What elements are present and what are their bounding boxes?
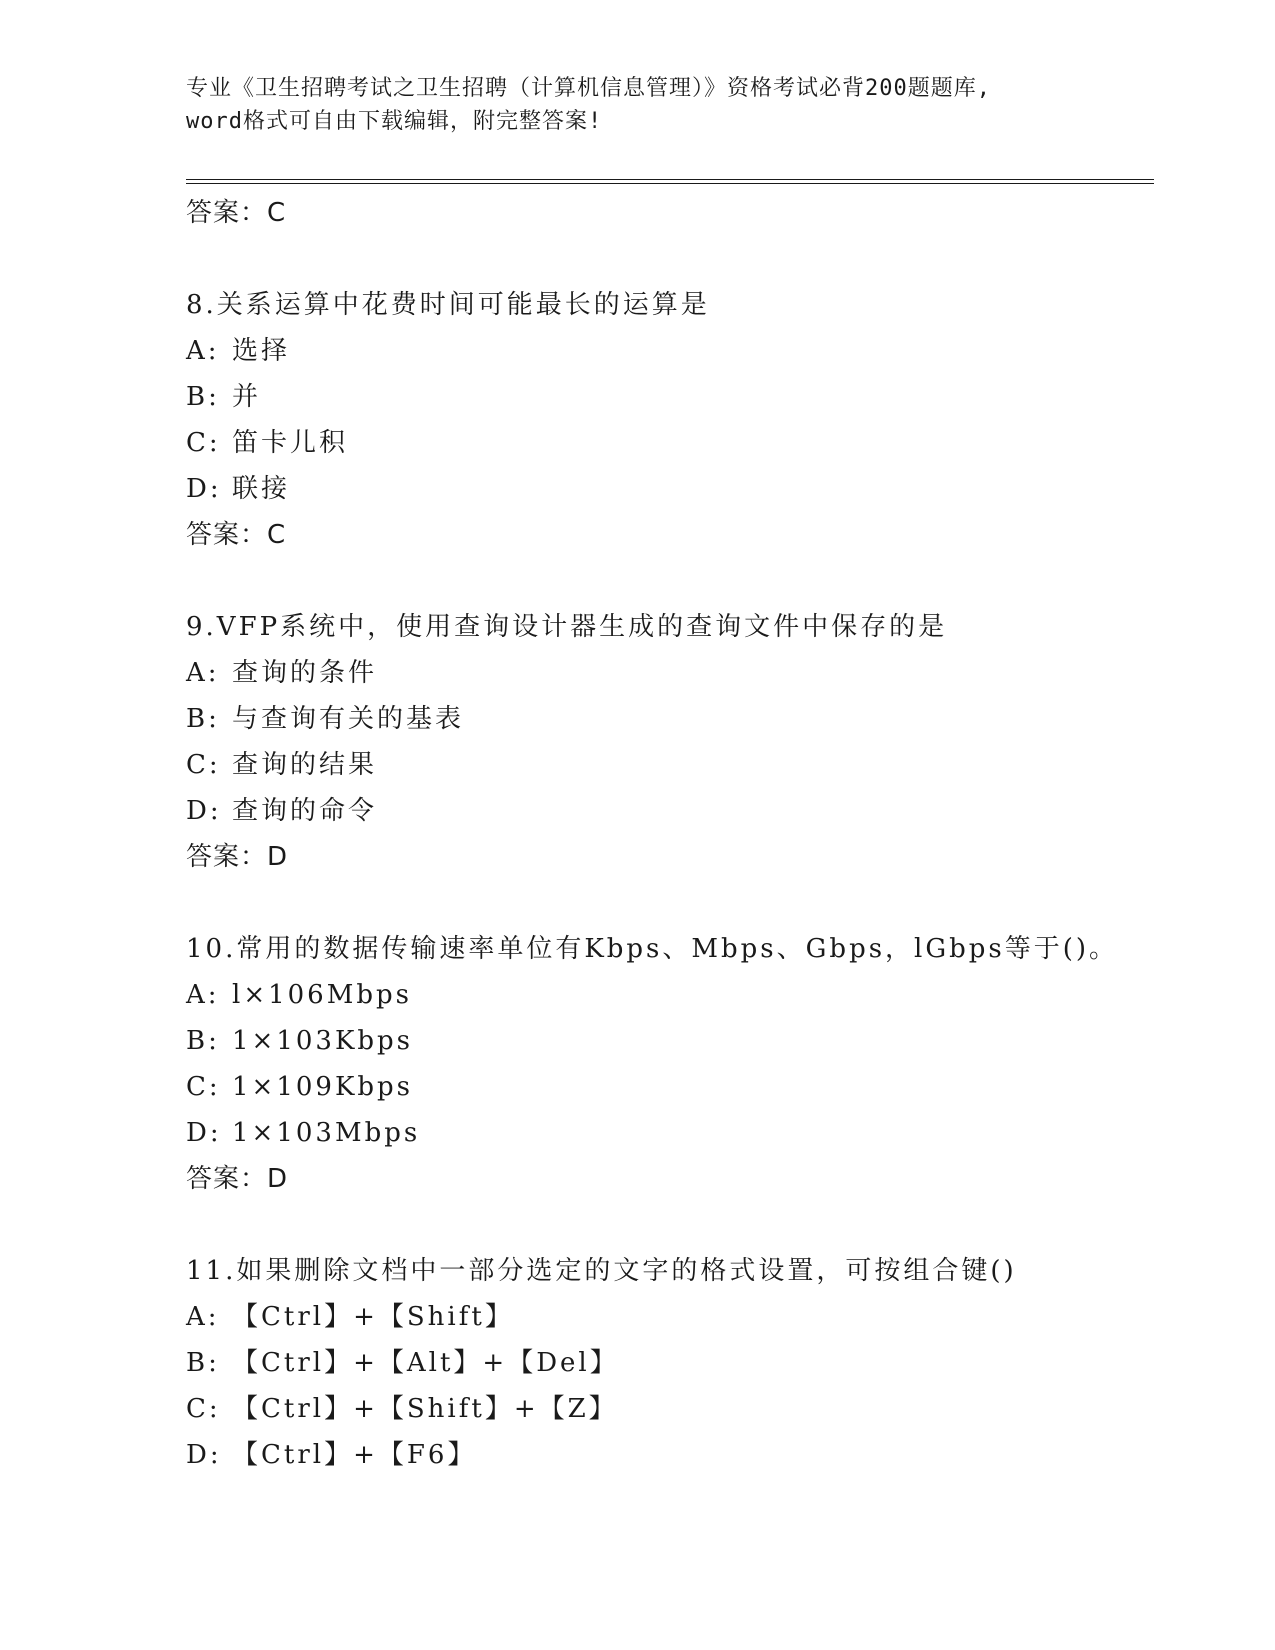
option-text: 查询的命令 [232,796,378,826]
question-title: 11.如果删除文档中一部分选定的文字的格式设置，可按组合键() [186,1256,1017,1286]
option-b [186,696,1166,742]
option-d [186,466,1166,512]
option-letter: A: [186,1302,220,1332]
answer-line: 答案：C [186,520,287,550]
option-letter: C: [186,428,221,458]
option-letter: B: [186,382,220,412]
option-letter: A: [186,980,220,1010]
option-letter: A: [186,336,220,366]
option-letter: A: [186,658,220,688]
option-letter: B: [186,1348,220,1378]
option-text: 选择 [232,336,291,366]
option-text: 【Ctrl】+【Alt】+【Del】 [232,1348,619,1378]
option-a [186,972,1166,1018]
question-8 [186,282,1166,558]
option-d [186,1110,1166,1156]
option-text: 并 [232,382,262,412]
option-b [186,1018,1166,1064]
option-letter: C: [186,750,221,780]
option-c [186,420,1166,466]
option-d [186,1432,1166,1478]
option-text: 笛卡儿积 [232,428,349,458]
document-header [186,72,1086,138]
option-c [186,742,1166,788]
option-text: l×106Mbps [232,980,412,1010]
option-c [186,1064,1166,1110]
option-text: 查询的条件 [232,658,378,688]
option-a [186,1294,1166,1340]
option-letter: C: [186,1072,221,1102]
option-c [186,1386,1166,1432]
question-10 [186,926,1166,1202]
option-letter: D: [186,796,222,826]
option-text: 与查询有关的基表 [232,704,465,734]
question-11 [186,1248,1166,1478]
answer-line: 答案：D [186,1164,289,1194]
option-letter: D: [186,474,222,504]
option-text: 查询的结果 [232,750,378,780]
option-letter: D: [186,1440,222,1470]
option-d [186,788,1166,834]
answer-line: 答案：C [186,198,287,228]
option-b [186,1340,1166,1386]
option-letter: B: [186,704,220,734]
header-rule-top [186,179,1154,180]
question-9 [186,604,1166,880]
option-text: 【Ctrl】+【Shift】 [232,1302,514,1332]
option-text: 【Ctrl】+【F6】 [232,1440,477,1470]
document-body [186,190,1166,1478]
header-rule-bottom [186,183,1154,184]
option-a [186,650,1166,696]
header-line-2: word格式可自由下载编辑，附完整答案! [186,109,603,134]
option-text: 联接 [232,474,291,504]
question-title: 10.常用的数据传输速率单位有Kbps、Mbps、Gbps，lGbps等于()。 [186,934,1119,964]
option-text: 【Ctrl】+【Shift】+【Z】 [232,1394,618,1424]
option-letter: C: [186,1394,221,1424]
option-letter: B: [186,1026,220,1056]
option-b [186,374,1166,420]
option-text: 1×103Mbps [232,1118,421,1148]
question-title: 9.VFP系统中，使用查询设计器生成的查询文件中保存的是 [186,612,948,642]
header-line-1: 专业《卫生招聘考试之卫生招聘（计算机信息管理）》资格考试必背200题题库, [186,76,991,101]
option-letter: D: [186,1118,222,1148]
answer-line: 答案：D [186,842,289,872]
option-text: 1×109Kbps [232,1072,414,1102]
question-title: 8.关系运算中花费时间可能最长的运算是 [186,290,710,320]
option-text: 1×103Kbps [232,1026,414,1056]
option-a [186,328,1166,374]
